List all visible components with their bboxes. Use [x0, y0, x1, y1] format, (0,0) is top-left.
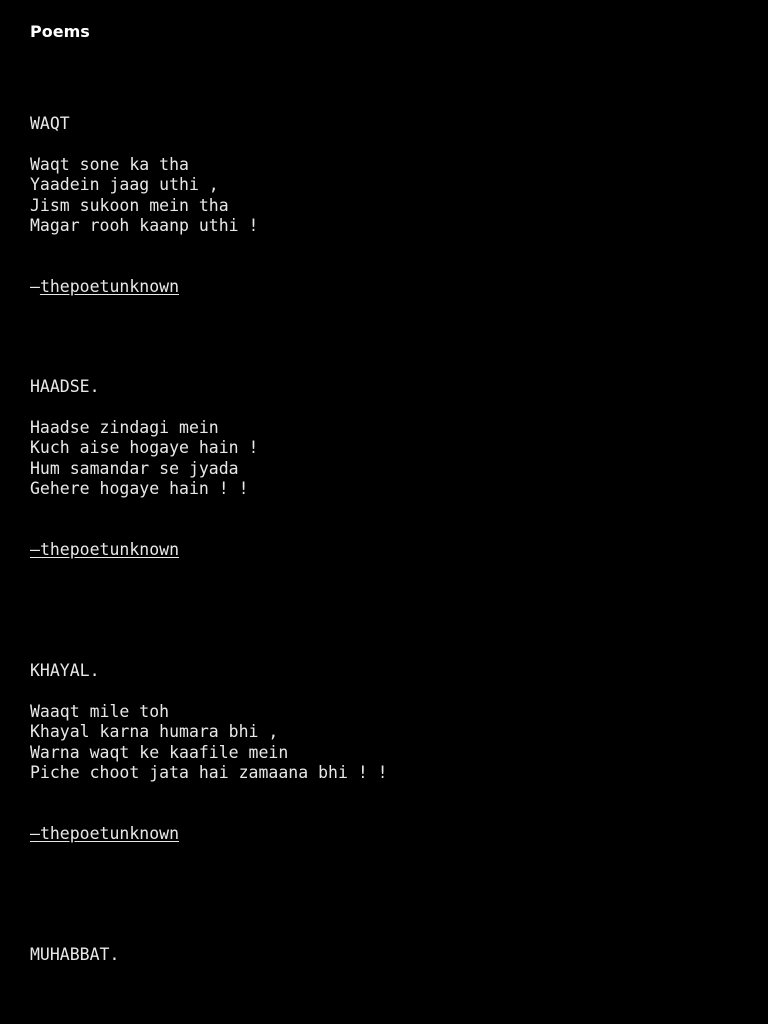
author-dash: —	[30, 824, 40, 844]
author-link[interactable]	[30, 824, 179, 843]
poem-line: Haadse zindagi mein	[30, 418, 219, 437]
poem-line: Waqt sone ka tha	[30, 155, 189, 174]
poem-line: Khayal karna humara bhi ,	[30, 722, 279, 742]
page-title: Poems	[30, 22, 90, 41]
poem-title: MUHABBAT.	[30, 945, 120, 964]
poem-title: KHAYAL.	[30, 661, 100, 680]
author-name: thepoetunknown	[39, 824, 180, 844]
poem-line: Piche choot jata hai zamaana bhi ! !	[30, 762, 388, 782]
poem-line: Waaqt mile toh	[30, 702, 170, 721]
poem-line: Gehere hogaye hain ! !	[30, 478, 249, 498]
author-name: thepoetunknown	[39, 540, 180, 560]
poem-khayal	[30, 661, 388, 844]
poem-author[interactable]	[30, 824, 388, 844]
author-link[interactable]	[30, 540, 179, 559]
poem-author	[30, 277, 258, 297]
poem-body	[30, 155, 258, 236]
poem-author[interactable]	[30, 540, 258, 560]
poem-body	[30, 418, 258, 499]
author-dash: —	[30, 277, 40, 297]
poem-waqt	[30, 114, 258, 297]
poem-line: Jism sukoon mein tha	[30, 195, 229, 215]
author-link[interactable]: thepoetunknown	[39, 277, 180, 297]
poem-line: Magar rooh kaanp uthi !	[30, 215, 259, 235]
poem-body	[30, 702, 388, 783]
poem-title: HAADSE.	[30, 377, 100, 396]
poem-muhabbat	[30, 945, 119, 965]
poem-line: Yaadein jaag uthi ,	[30, 175, 219, 195]
poem-line: Kuch aise hogaye hain !	[30, 438, 259, 458]
poem-title: WAQT	[30, 114, 70, 133]
poem-haadse	[30, 377, 258, 560]
poem-line: Hum samandar se jyada	[30, 458, 239, 478]
author-dash: —	[30, 540, 40, 560]
poem-line: Warna waqt ke kaafile mein	[30, 742, 289, 762]
